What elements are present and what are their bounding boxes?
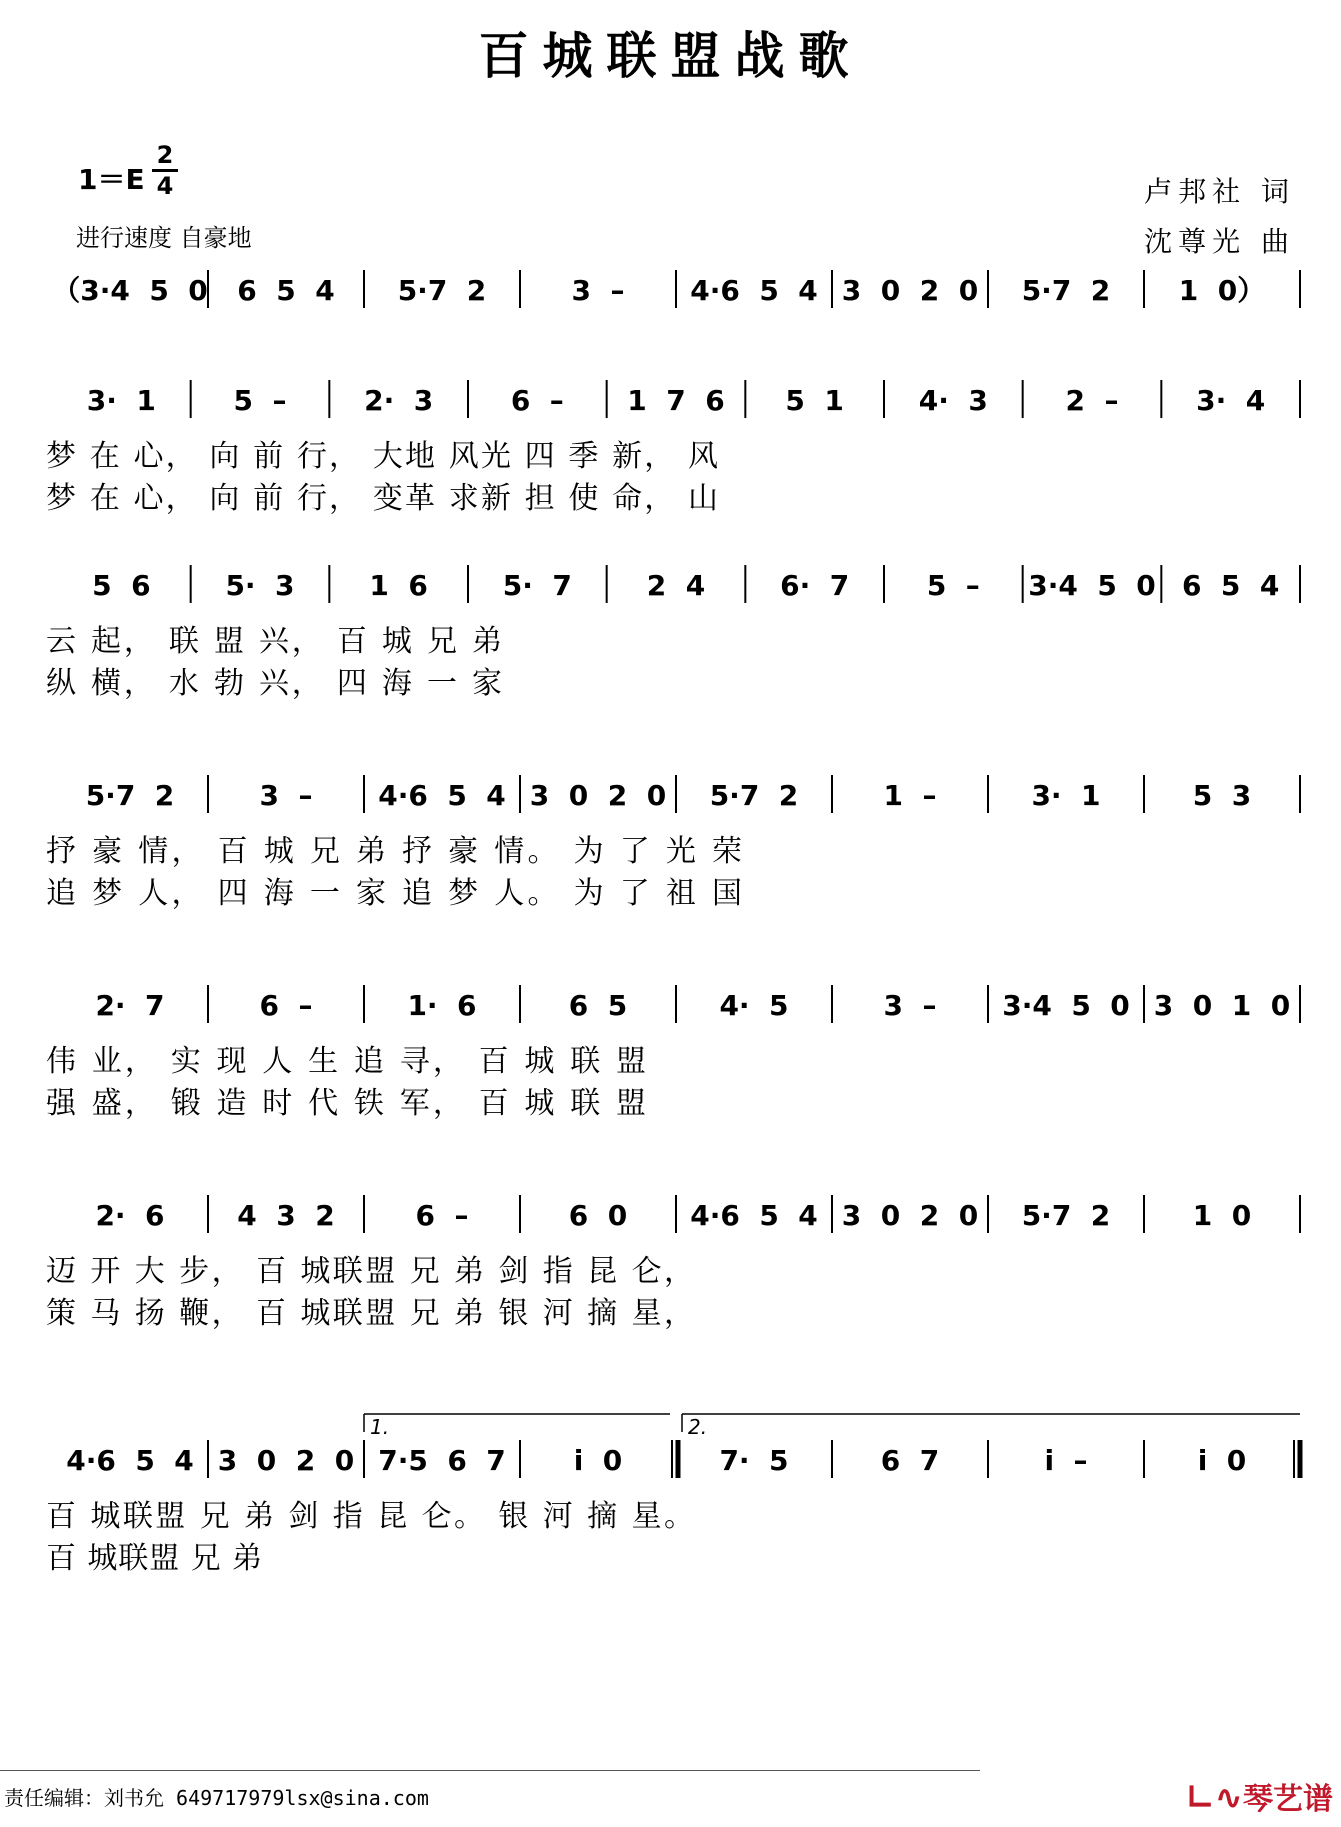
footer-editor: 责任编辑：刘书允 649717979lsx@sina.com xyxy=(4,1786,429,1810)
notation-measure: 5·7 2 xyxy=(85,779,175,812)
lyrics-verse-2: 策 马 扬 鞭， 百 城联盟 兄 弟 银 河 摘 星， xyxy=(46,1296,694,1331)
notation-measure: 1 – xyxy=(883,779,937,812)
notation-measure: 4·6 5 4 xyxy=(690,1199,818,1232)
notation-measure: 6 – xyxy=(259,989,313,1022)
lyrics-verse-1: 云 起， 联 盟 兴， 百 城 兄 弟 xyxy=(46,624,502,659)
footer-divider xyxy=(0,1770,980,1771)
notation-measure: i 0 xyxy=(573,1444,623,1477)
notation-measure: 1· 6 xyxy=(407,989,477,1022)
notation-measure: 1 0） xyxy=(1178,274,1266,307)
lyrics-verse-2: 追 梦 人， 四 海 一 家 追 梦 人。 为 了 祖 国 xyxy=(46,876,742,911)
lyrics-verse-1: 梦 在 心， 向 前 行， 大地 风光 四 季 新， 风 xyxy=(46,439,718,474)
notation-measure: 4· 3 xyxy=(918,384,988,417)
notation-measure: 4 3 2 xyxy=(237,1199,335,1232)
time-top: 2 xyxy=(156,141,174,169)
volta-2-label: 2. xyxy=(688,1415,708,1439)
notation-measure: i 0 xyxy=(1197,1444,1247,1477)
lyricist-credit: 卢邦社 词 xyxy=(1144,175,1295,208)
lyrics-verse-2: 纵 横， 水 勃 兴， 四 海 一 家 xyxy=(46,666,502,701)
notation-measure: 7·5 6 7 xyxy=(378,1444,506,1477)
notation-measure: 3·4 5 0 xyxy=(1002,989,1130,1022)
notation-measure: 6 – xyxy=(415,1199,469,1232)
notation-measure: 3 0 2 0 xyxy=(841,1199,979,1232)
notation-measure: 6 5 4 xyxy=(237,274,335,307)
lyrics-verse-1: 抒 豪 情， 百 城 兄 弟 抒 豪 情。 为 了 光 荣 xyxy=(46,834,742,869)
notation-measure: 5·7 2 xyxy=(1021,1199,1111,1232)
notation-measure: 5 3 xyxy=(1192,779,1252,812)
composer-credit: 沈尊光 曲 xyxy=(1144,225,1295,258)
volta-1-label: 1. xyxy=(370,1415,390,1439)
notation-measure: 5·7 2 xyxy=(709,779,799,812)
notation-measure: 5· 7 xyxy=(502,569,572,602)
notation-measure: i – xyxy=(1044,1444,1088,1477)
notation-measure: 2 4 xyxy=(646,569,706,602)
notation-measure: 5·7 2 xyxy=(1021,274,1111,307)
notation-measure: 3 – xyxy=(259,779,313,812)
notation-measure: 5· 3 xyxy=(225,569,295,602)
notation-measure: 1 6 xyxy=(369,569,428,602)
notation-measure: 6 5 xyxy=(568,989,628,1022)
site-logo: ∟∿琴艺谱 xyxy=(1186,1778,1333,1818)
notation-measure: 4·6 5 4 xyxy=(378,779,506,812)
notation-measure: 2 – xyxy=(1065,384,1119,417)
notation-measure: 6 5 4 xyxy=(1181,569,1280,602)
notation-measure: 3 0 2 0 xyxy=(217,1444,355,1477)
notation-measure: 4· 5 xyxy=(719,989,789,1022)
notation-measure: 3· 1 xyxy=(86,384,156,417)
notation-measure: 1 0 xyxy=(1192,1199,1252,1232)
notation-measure: 2· 6 xyxy=(95,1199,165,1232)
lyrics-verse-1: 迈 开 大 步， 百 城联盟 兄 弟 剑 指 昆 仑， xyxy=(46,1254,694,1289)
tempo-marking: 进行速度 自豪地 xyxy=(76,224,252,252)
notation-measure: 6 0 xyxy=(568,1199,628,1232)
notation-measure: 3 – xyxy=(883,989,937,1022)
lyrics-verse-1: 百 城联盟 兄 弟 剑 指 昆 仑。 银 河 摘 星。 xyxy=(46,1499,694,1534)
notation-measure: 1 7 6 xyxy=(627,384,725,417)
lyrics-verse-2: 百 城联盟 兄 弟 xyxy=(46,1541,262,1576)
notation-measure: 2· 3 xyxy=(364,384,434,417)
lyrics-verse-2: 梦 在 心， 向 前 行， 变革 求新 担 使 命， 山 xyxy=(46,481,718,516)
notation-measure: 3 0 1 0 xyxy=(1153,989,1291,1022)
logo-mark-icon: ∟∿ xyxy=(1186,1778,1243,1818)
notation-measure: （3·4 5 0 xyxy=(52,274,208,307)
notation-measure: 3 – xyxy=(571,274,625,307)
notation-measure: 4·6 5 4 xyxy=(66,1444,194,1477)
notation-measure: 3· 4 xyxy=(1196,384,1266,417)
notation-measure: 5 6 xyxy=(92,569,151,602)
notation-measure: 7· 5 xyxy=(719,1444,789,1477)
notation-measure: 3 0 2 0 xyxy=(529,779,667,812)
key-signature: 1＝E xyxy=(78,163,145,196)
notation-measure: 6 – xyxy=(510,384,564,417)
notation-measure: 3·4 5 0 xyxy=(1028,569,1156,602)
notation-measure: 5 1 xyxy=(785,384,844,417)
time-bottom: 4 xyxy=(156,172,174,200)
notation-measure: 2· 7 xyxy=(95,989,165,1022)
notation-measure: 5 – xyxy=(926,569,980,602)
notation-measure: 5·7 2 xyxy=(397,274,487,307)
lyrics-verse-2: 强 盛， 锻 造 时 代 铁 军， 百 城 联 盟 xyxy=(46,1086,646,1121)
lyrics-verse-1: 伟 业， 实 现 人 生 追 寻， 百 城 联 盟 xyxy=(46,1044,646,1079)
notation-measure: 3· 1 xyxy=(1031,779,1101,812)
notation-measure: 5 – xyxy=(233,384,287,417)
song-title: 百城联盟战歌 xyxy=(478,26,863,85)
notation-measure: 4·6 5 4 xyxy=(690,274,818,307)
notation-measure: 6· 7 xyxy=(780,569,850,602)
notation-measure: 3 0 2 0 xyxy=(841,274,979,307)
notation-measure: 6 7 xyxy=(880,1444,940,1477)
